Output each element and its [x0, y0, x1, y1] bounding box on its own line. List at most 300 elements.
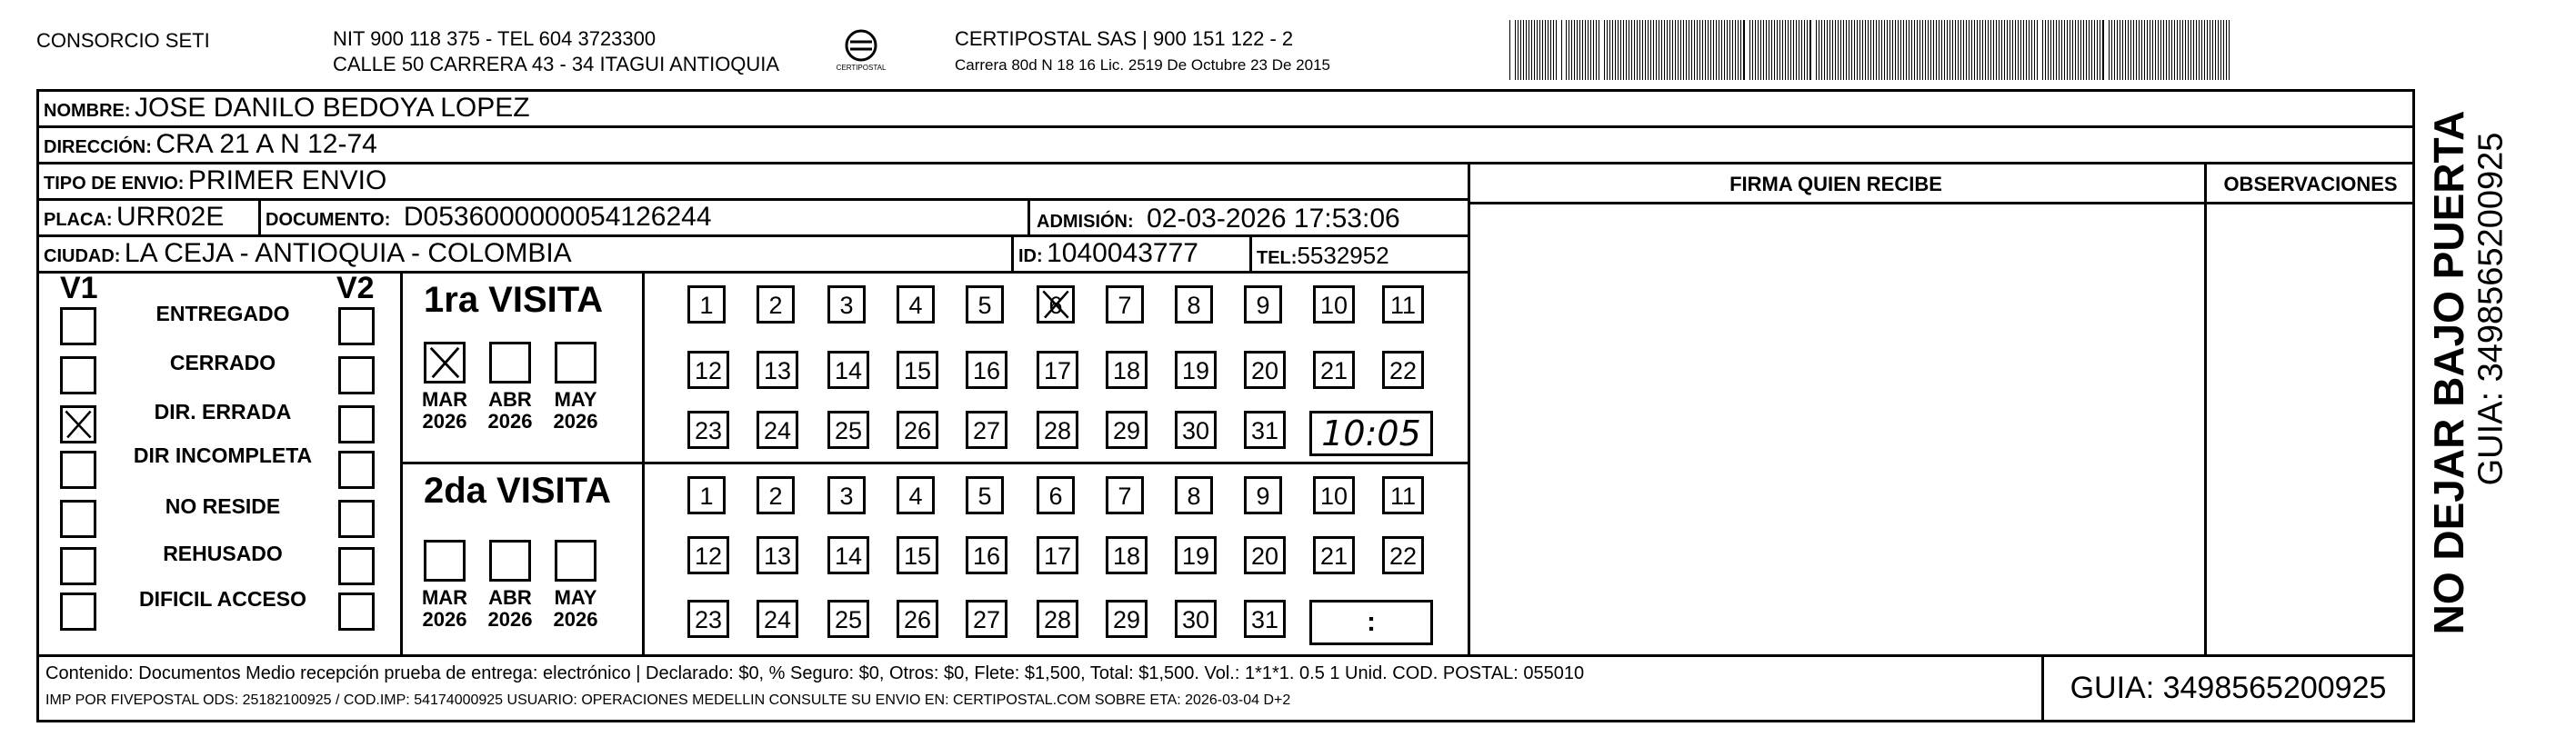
day-checkbox[interactable] — [687, 285, 726, 324]
day-number: 17 — [1043, 543, 1072, 570]
barcode-bar — [1816, 20, 1817, 80]
day-checkbox[interactable] — [757, 536, 798, 574]
tipo-value: PRIMER ENVIO — [187, 165, 387, 195]
barcode-bar — [1903, 20, 1904, 80]
month-checkbox[interactable] — [489, 540, 531, 582]
v1-checkbox[interactable] — [60, 405, 96, 443]
barcode-bar — [2109, 20, 2110, 80]
x-mark-icon — [426, 344, 463, 381]
placa-field — [44, 202, 224, 237]
day-number: 14 — [834, 543, 863, 570]
v1-checkbox[interactable] — [60, 451, 96, 489]
first-visit-label: 1ra VISITA — [424, 280, 604, 320]
day-number: 5 — [977, 292, 992, 319]
barcode-bar — [1520, 20, 1521, 80]
day-number: 27 — [972, 417, 1001, 444]
v1-checkbox[interactable] — [60, 593, 96, 631]
barcode-bar — [2026, 20, 2027, 80]
barcode-bar — [1571, 20, 1572, 80]
day-number: 18 — [1112, 357, 1141, 384]
barcode-bar — [1526, 20, 1527, 80]
day-checkbox[interactable] — [1244, 536, 1286, 574]
day-checkbox[interactable] — [1244, 600, 1286, 638]
day-checkbox[interactable] — [1037, 536, 1078, 574]
barcode-bar — [1626, 20, 1627, 80]
col-line — [1027, 198, 1030, 234]
barcode-bar — [1645, 20, 1646, 80]
barcode-bar — [1857, 20, 1858, 80]
day-checkbox[interactable] — [1106, 536, 1148, 574]
day-checkbox[interactable] — [687, 476, 726, 514]
barcode-bar — [1593, 20, 1594, 80]
barcode-bar — [1661, 20, 1662, 80]
day-number: 28 — [1043, 606, 1072, 633]
day-checkbox[interactable] — [966, 411, 1007, 449]
day-number: 25 — [834, 417, 863, 444]
day-checkbox[interactable] — [1106, 476, 1144, 514]
day-checkbox[interactable] — [1175, 600, 1217, 638]
barcode-bar — [2136, 20, 2137, 80]
day-number: 8 — [1187, 483, 1201, 510]
day-checkbox[interactable] — [1244, 351, 1286, 389]
day-checkbox[interactable] — [966, 476, 1004, 514]
barcode-bar — [2001, 20, 2002, 80]
day-checkbox[interactable] — [687, 411, 729, 449]
day-checkbox[interactable] — [1175, 536, 1217, 574]
month-label — [416, 389, 474, 433]
tel-field — [1257, 240, 1389, 275]
barcode-bar — [2018, 20, 2019, 80]
month-name: MAY — [554, 388, 597, 411]
day-number: 24 — [763, 417, 792, 444]
barcode-bar — [1969, 20, 1970, 80]
barcode-bar — [1985, 20, 1986, 80]
day-number: 13 — [763, 543, 792, 570]
day-number: 1 — [699, 292, 714, 319]
barcode-bar — [2056, 20, 2057, 80]
day-checkbox[interactable] — [966, 351, 1007, 389]
day-checkbox[interactable] — [1175, 285, 1213, 324]
barcode-bar — [2114, 20, 2115, 80]
day-checkbox[interactable] — [1106, 600, 1148, 638]
barcode-bar — [1788, 20, 1789, 80]
documento-label: DOCUMENTO: — [266, 210, 391, 230]
second-visit-label: 2da VISITA — [424, 471, 611, 511]
barcode-bar — [1550, 20, 1551, 80]
day-checkbox[interactable] — [1382, 285, 1424, 324]
day-number: 8 — [1187, 292, 1201, 319]
barcode-bar — [2199, 20, 2200, 80]
barcode-bar — [1618, 20, 1619, 80]
day-number: 30 — [1181, 417, 1210, 444]
barcode-bar — [1868, 20, 1869, 80]
v2-checkbox[interactable] — [338, 356, 375, 394]
barcode-bar — [1917, 20, 1918, 80]
barcode-bar — [2139, 20, 2140, 80]
day-number: 3 — [839, 483, 854, 510]
nombre-value: JOSE DANILO BEDOYA LOPEZ — [135, 93, 530, 123]
barcode-bar — [1960, 20, 1961, 80]
day-number: 20 — [1250, 357, 1279, 384]
day-number: 10 — [1319, 292, 1348, 319]
day-checkbox[interactable] — [966, 600, 1007, 638]
v2-checkbox[interactable] — [338, 307, 375, 345]
day-checkbox[interactable] — [1037, 476, 1075, 514]
day-number: 29 — [1112, 417, 1141, 444]
day-number: 1 — [699, 483, 714, 510]
day-checkbox[interactable] — [827, 536, 869, 574]
month-label — [416, 587, 474, 631]
day-number: 11 — [1389, 483, 1417, 510]
day-checkbox[interactable] — [1313, 536, 1355, 574]
barcode-bar — [1876, 20, 1877, 80]
day-number: 15 — [903, 543, 932, 570]
month-name: MAR — [421, 388, 468, 411]
month-name: ABR — [488, 586, 532, 609]
barcode-bar — [1732, 20, 1733, 80]
day-number: 3 — [839, 292, 854, 319]
barcode-bar — [1716, 20, 1717, 80]
barcode-bar — [1758, 20, 1759, 80]
day-checkbox[interactable] — [897, 411, 938, 449]
barcode-bar — [2190, 20, 2191, 80]
day-checkbox[interactable] — [966, 285, 1004, 324]
day-number: 23 — [694, 417, 723, 444]
barcode-bar — [2111, 20, 2112, 80]
barcode-bar — [1829, 20, 1830, 80]
month-year: 2026 — [553, 608, 598, 631]
month-checkbox[interactable] — [555, 342, 596, 383]
x-mark-icon — [63, 408, 94, 441]
barcode-bar — [1642, 20, 1643, 80]
barcode-bar — [1895, 20, 1896, 80]
day-checkbox[interactable] — [757, 600, 798, 638]
day-checkbox[interactable] — [1244, 285, 1282, 324]
day-checkbox[interactable] — [897, 476, 935, 514]
day-number: 2 — [768, 483, 783, 510]
barcode-bar — [1694, 20, 1695, 80]
barcode-bar — [1955, 20, 1956, 80]
month-year: 2026 — [422, 608, 467, 631]
v2-checkbox[interactable] — [338, 593, 375, 631]
day-checkbox[interactable] — [897, 285, 935, 324]
barcode-bar — [2160, 20, 2161, 80]
status-label: NO RESIDE — [165, 494, 281, 518]
day-number: 6 — [1048, 292, 1063, 319]
day-checkbox[interactable] — [1175, 411, 1217, 449]
day-checkbox[interactable] — [687, 351, 729, 389]
barcode-bar — [2004, 20, 2005, 80]
barcode-graphic — [1506, 20, 2233, 80]
day-checkbox[interactable] — [827, 476, 866, 514]
day-checkbox[interactable] — [1037, 351, 1078, 389]
day-checkbox[interactable] — [897, 600, 938, 638]
barcode-bar — [2207, 20, 2208, 80]
day-checkbox[interactable] — [1037, 285, 1075, 324]
barcode-bar — [1941, 20, 1942, 80]
footer-line — [36, 654, 2415, 657]
barcode-bar — [1577, 20, 1578, 80]
nit-line: NIT 900 118 375 - TEL 604 3723300 — [333, 27, 657, 50]
footer-line1: Contenido: Documentos Medio recepción prueba de entrega: electrónico | Declarado: $0, % Seguro: $0, Otros: $0, Flete: $1,500, Total: $1,500. Vol.: 1*1*1. 0.5 1 Unid. COD. POSTAL: 055010 — [45, 663, 1585, 683]
col-line — [1468, 162, 1470, 654]
barcode-bar — [2133, 20, 2134, 80]
row-line — [36, 162, 2415, 164]
barcode-bar — [2053, 20, 2054, 80]
barcode-bar — [1509, 20, 1510, 80]
barcode-bar — [2185, 20, 2186, 80]
barcode-bar — [1672, 20, 1673, 80]
day-checkbox[interactable] — [1382, 476, 1424, 514]
barcode-bar — [2083, 20, 2084, 80]
day-checkbox[interactable] — [827, 411, 869, 449]
day-checkbox[interactable] — [966, 536, 1007, 574]
barcode-bar — [1801, 20, 1802, 80]
day-checkbox[interactable] — [687, 536, 729, 574]
barcode-bar — [1952, 20, 1953, 80]
direccion-value: CRA 21 A N 12-74 — [155, 129, 377, 159]
day-checkbox[interactable] — [827, 285, 866, 324]
tel-value: 5532952 — [1297, 242, 1389, 269]
col-line — [258, 198, 261, 234]
barcode-bar — [1760, 20, 1761, 80]
day-checkbox[interactable] — [1244, 411, 1286, 449]
barcode-bar — [1755, 20, 1756, 80]
barcode-bar — [1542, 20, 1543, 80]
certipostal-logo — [837, 27, 886, 78]
barcode-bar — [1515, 20, 1516, 80]
month-label — [481, 587, 539, 631]
barcode-bar — [1835, 20, 1836, 80]
barcode-bar — [1752, 20, 1753, 80]
status-label: DIR. ERRADA — [154, 400, 292, 423]
barcode-bar — [1779, 20, 1780, 80]
barcode-bar — [2144, 20, 2145, 80]
month-year: 2026 — [487, 410, 533, 433]
day-checkbox[interactable] — [827, 600, 869, 638]
barcode-bar — [1993, 20, 1994, 80]
barcode-bar — [2094, 20, 2095, 80]
barcode-bar — [1553, 20, 1554, 80]
barcode-bar — [1884, 20, 1885, 80]
barcode-bar — [1838, 20, 1839, 80]
barcode-bar — [1999, 20, 2000, 80]
barcode-bar — [1721, 20, 1722, 80]
barcode-bar — [1724, 20, 1725, 80]
month-label — [546, 389, 605, 433]
day-checkbox[interactable] — [1244, 476, 1282, 514]
barcode-bar — [2229, 20, 2230, 80]
day-checkbox[interactable] — [757, 476, 795, 514]
month-checkbox[interactable] — [424, 342, 466, 383]
first-visit-time-value: 10:05 — [1321, 413, 1421, 453]
barcode-bar — [2193, 20, 2194, 80]
day-number: 26 — [903, 417, 932, 444]
barcode-bar — [2215, 20, 2216, 80]
day-number: 5 — [977, 483, 992, 510]
day-checkbox[interactable] — [1382, 351, 1424, 389]
barcode-bar — [1854, 20, 1855, 80]
barcode-bar — [2080, 20, 2081, 80]
barcode-bar — [1607, 20, 1608, 80]
barcode-bar — [2212, 20, 2213, 80]
placa-label: PLACA: — [44, 210, 113, 230]
day-checkbox[interactable] — [1175, 476, 1213, 514]
barcode-bar — [2097, 20, 2098, 80]
barcode-bar — [2086, 20, 2087, 80]
day-checkbox[interactable] — [757, 285, 795, 324]
barcode-bar — [1699, 20, 1700, 80]
barcode-bar — [1686, 20, 1687, 80]
barcode-bar — [1887, 20, 1888, 80]
day-number: 22 — [1388, 357, 1418, 384]
barcode-bar — [2201, 20, 2202, 80]
barcode-bar — [1990, 20, 1991, 80]
second-visit-time-value: : — [1367, 607, 1376, 637]
day-checkbox[interactable] — [1313, 285, 1355, 324]
barcode-bar — [2122, 20, 2123, 80]
barcode-bar — [1539, 20, 1540, 80]
barcode-bar — [1650, 20, 1651, 80]
barcode-bar — [1900, 20, 1901, 80]
barcode-bar — [1727, 20, 1728, 80]
day-checkbox[interactable] — [1106, 285, 1144, 324]
day-checkbox[interactable] — [1175, 351, 1217, 389]
status-label: ENTREGADO — [155, 302, 290, 325]
x-mark-icon — [1039, 288, 1072, 321]
barcode-bar — [2050, 20, 2051, 80]
barcode-bar — [1596, 20, 1597, 80]
day-number: 15 — [903, 357, 932, 384]
day-number: 12 — [694, 357, 723, 384]
month-name: MAR — [421, 586, 468, 609]
barcode-bar — [2012, 20, 2013, 80]
day-checkbox[interactable] — [897, 351, 938, 389]
barcode-bar — [1966, 20, 1967, 80]
day-number: 25 — [834, 606, 863, 633]
month-checkbox[interactable] — [424, 540, 466, 582]
firma-label: FIRMA QUIEN RECIBE — [1729, 173, 1942, 195]
barcode-bar — [1930, 20, 1931, 80]
barcode-bar — [1740, 20, 1741, 80]
month-checkbox[interactable] — [555, 540, 596, 582]
v2-checkbox[interactable] — [338, 451, 375, 489]
barcode-bar — [2078, 20, 2079, 80]
barcode-bar — [1537, 20, 1538, 80]
barcode-bar — [2102, 20, 2104, 80]
day-number: 12 — [694, 543, 723, 570]
barcode-bar — [1865, 20, 1866, 80]
barcode-bar — [1749, 20, 1750, 80]
day-checkbox[interactable] — [1106, 351, 1148, 389]
v2-checkbox[interactable] — [338, 500, 375, 538]
day-checkbox[interactable] — [1313, 476, 1355, 514]
barcode-bar — [1939, 20, 1940, 80]
barcode-bar — [2218, 20, 2219, 80]
day-number: 23 — [694, 606, 723, 633]
barcode-bar — [1911, 20, 1912, 80]
barcode-bar — [1585, 20, 1586, 80]
status-label: REHUSADO — [163, 542, 283, 565]
second-visit-time[interactable] — [1309, 600, 1433, 645]
day-checkbox[interactable] — [1037, 411, 1078, 449]
tipo-field — [44, 165, 386, 201]
day-checkbox[interactable] — [1037, 600, 1078, 638]
barcode-bar — [1821, 20, 1822, 80]
day-checkbox[interactable] — [827, 351, 869, 389]
month-checkbox[interactable] — [489, 342, 531, 383]
ciudad-value: LA CEJA - ANTIOQUIA - COLOMBIA — [124, 238, 572, 268]
day-checkbox[interactable] — [897, 536, 938, 574]
day-checkbox[interactable] — [1313, 351, 1355, 389]
v1-checkbox[interactable] — [60, 500, 96, 538]
barcode-bar — [1974, 20, 1975, 80]
barcode-bar — [1824, 20, 1825, 80]
barcode-bar — [1675, 20, 1676, 80]
barcode-bar — [2023, 20, 2024, 80]
barcode-bar — [1588, 20, 1589, 80]
first-visit-time[interactable] — [1309, 411, 1433, 456]
v1-checkbox[interactable] — [60, 547, 96, 585]
barcode-bar — [1947, 20, 1948, 80]
barcode-bar — [2182, 20, 2183, 80]
barcode-bar — [2204, 20, 2205, 80]
day-number: 6 — [1048, 483, 1063, 510]
barcode-bar — [2020, 20, 2021, 80]
barcode-bar — [1656, 20, 1657, 80]
barcode-bar — [1827, 20, 1828, 80]
barcode-bar — [1623, 20, 1624, 80]
barcode-bar — [1637, 20, 1638, 80]
direccion-label: DIRECCIÓN: — [44, 137, 152, 157]
barcode-bar — [1988, 20, 1989, 80]
barcode-bar — [2130, 20, 2131, 80]
v1-checkbox[interactable] — [60, 356, 96, 394]
barcode-bar — [1936, 20, 1937, 80]
v1-checkbox[interactable] — [60, 307, 96, 345]
day-checkbox[interactable] — [1382, 536, 1424, 574]
day-checkbox[interactable] — [757, 351, 798, 389]
barcode-bar — [2220, 20, 2221, 80]
barcode-bar — [1881, 20, 1882, 80]
barcode-bar — [1639, 20, 1640, 80]
logo-text: CERTIPOSTAL — [836, 64, 887, 72]
barcode-bar — [1667, 20, 1668, 80]
v2-checkbox[interactable] — [338, 547, 375, 585]
ciudad-label: CIUDAD: — [44, 246, 121, 266]
barcode-bar — [1738, 20, 1739, 80]
barcode-bar — [1870, 20, 1871, 80]
barcode-bar — [1906, 20, 1907, 80]
month-name: MAY — [554, 586, 597, 609]
day-checkbox[interactable] — [1106, 411, 1148, 449]
barcode-bar — [1777, 20, 1778, 80]
barcode-bar — [1582, 20, 1583, 80]
day-number: 10 — [1319, 483, 1348, 510]
barcode-bar — [2188, 20, 2189, 80]
month-year: 2026 — [487, 608, 533, 631]
barcode-bar — [1579, 20, 1580, 80]
barcode-bar — [2158, 20, 2159, 80]
v2-checkbox[interactable] — [338, 405, 375, 443]
day-number: 18 — [1112, 543, 1141, 570]
barcode-bar — [1843, 20, 1844, 80]
address-line: CALLE 50 CARRERA 43 - 34 ITAGUI ANTIOQUIA — [333, 53, 780, 75]
barcode-bar — [1982, 20, 1983, 80]
day-checkbox[interactable] — [687, 600, 729, 638]
barcode-bar — [2174, 20, 2175, 80]
day-checkbox[interactable] — [757, 411, 798, 449]
